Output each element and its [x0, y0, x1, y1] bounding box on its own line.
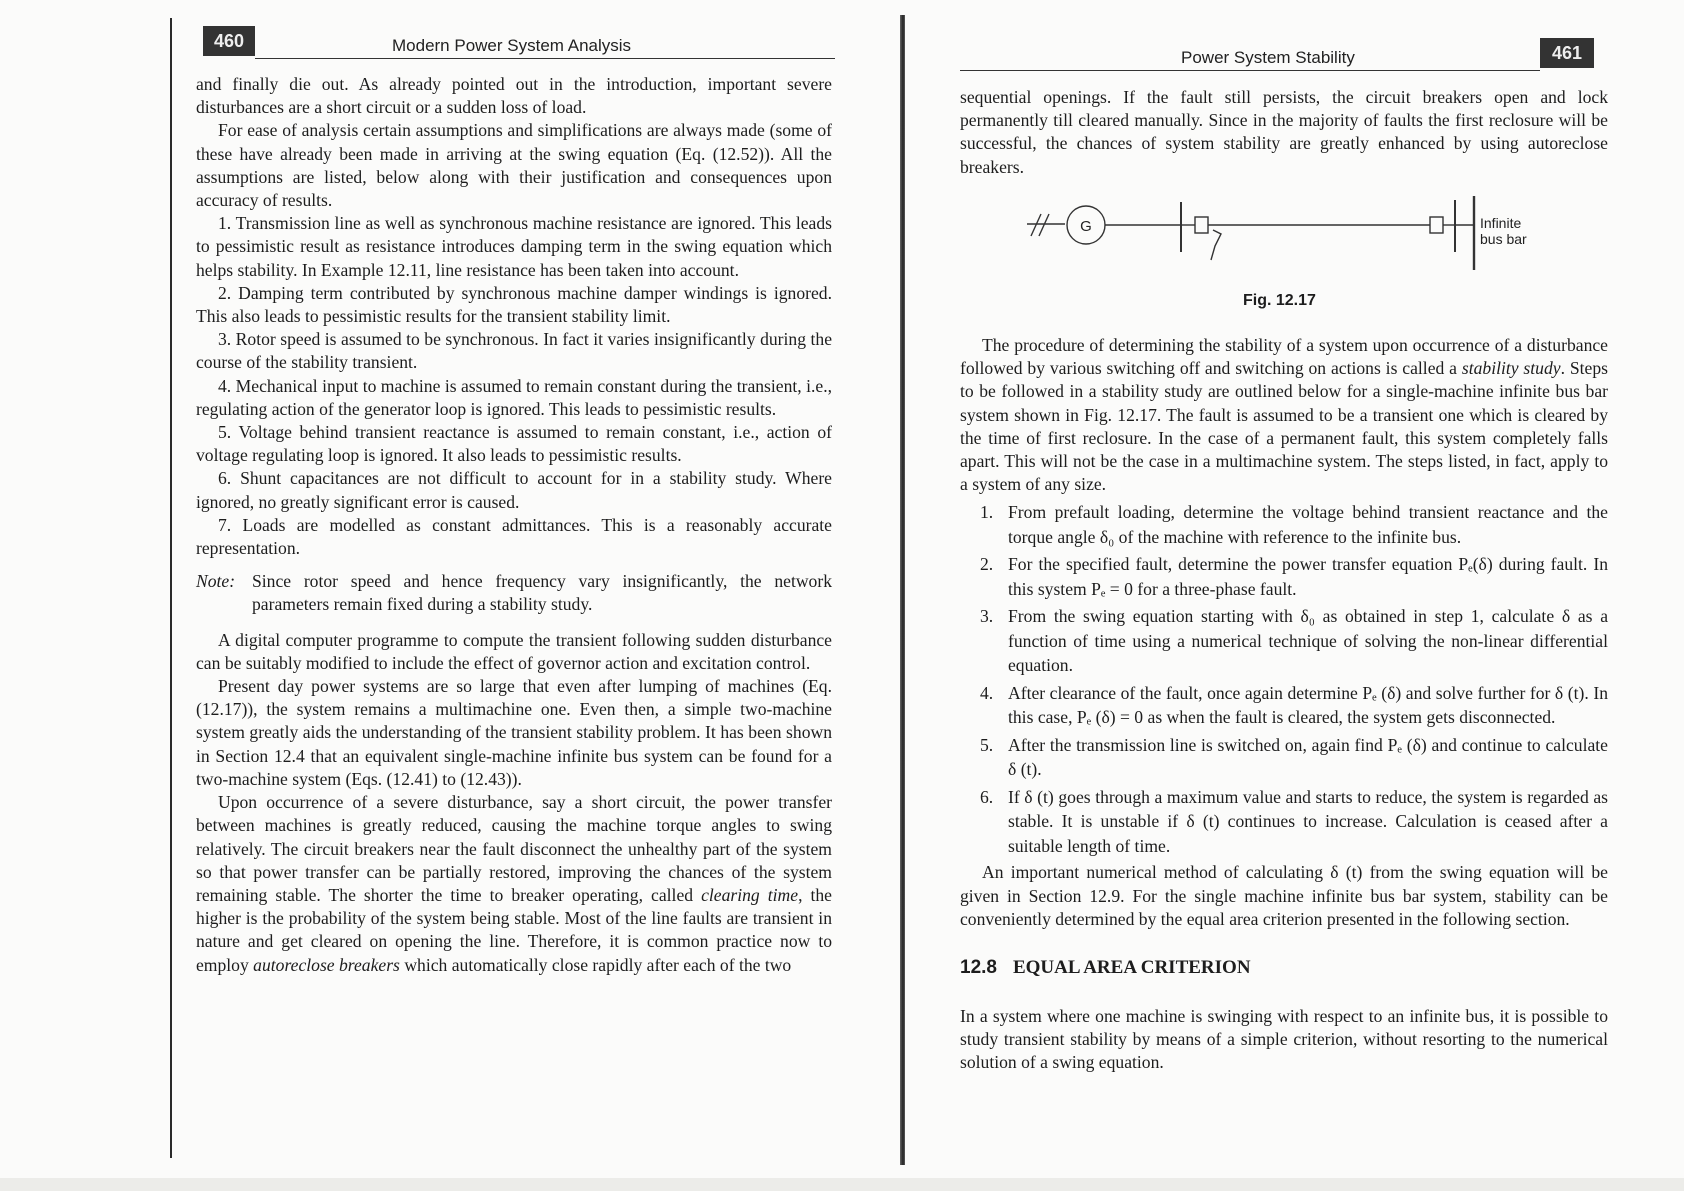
right-para-1: sequential openings. If the fault still persists, the circuit breakers open and lock permanently till cleared manually. Since in the majority of faults the first reclosure will be successful, the chances of system stability are greatly enhanced by using autoreclose breakers. — [960, 87, 1608, 177]
right-page — [905, 0, 1684, 1191]
procedure-paragraph — [960, 334, 1608, 496]
fault-symbol — [1211, 230, 1221, 260]
term-clearing-time: clearing time — [701, 884, 799, 905]
note-block — [196, 570, 832, 616]
assumption-item: 1. Transmission line as well as synchronous machine resistance are ignored. This leads to pessimistic result as resistance introduces damping term in the swing equation which helps stability. In Example 12.11, line resistance has been taken into account. — [196, 213, 832, 280]
left-para-1: and finally die out. As already pointed out in the introduction, important severe disturbances are a short circuit or a sudden loss of load. — [196, 74, 832, 118]
left-header-rule — [255, 58, 835, 59]
left-para-4: Present day power systems are so large that even after lumping of machines (Eq. (12.17)), the system remains a multimachine one. Even then, a simple two-machine system greatly aids the understanding of the transient stability problem. It has been shown in Section 12.4 that an equivalent single-machine infinite bus system can be found for a two-machine system (Eqs. (12.41) to (12.43)). — [196, 676, 832, 789]
procedure-step — [960, 604, 1608, 678]
section-paragraph: In a system where one machine is swinging with respect to an infinite bus, it is possible to study transient stability by means of a simple criterion, without resorting to the numerical solution of a swing equation. — [960, 1006, 1608, 1073]
scan-bottom-edge — [0, 1178, 1684, 1191]
right-text-column-top — [960, 86, 1608, 179]
step-text: For the specified fault, determine the power transfer equation Pₑ(δ) during fault. In this system Pₑ = 0 for a three-phase fault. — [1008, 554, 1608, 599]
left-margin-rule — [170, 18, 172, 1158]
text-span: Upon occurrence of a severe disturbance, say a short circuit, the power transfer between machines is greatly reduced, causing the machine torque angles to swing relatively. The circuit breakers near the fault disconnect the unhealthy part of the system so that power transfer can be partially restored, improving the chances of the system remaining stable. The shorter the time to breaker operating, called — [196, 792, 832, 905]
left-para-5 — [196, 791, 832, 977]
assumption-item: 6. Shunt capacitances are not difficult to account for in a stability study. Where ignored, no greatly significant error is caused. — [196, 468, 832, 512]
procedure-step — [960, 552, 1608, 601]
right-text-column — [960, 334, 1608, 1075]
section-title: EQUAL AREA CRITERION — [1012, 957, 1251, 979]
assumption-item: 3. Rotor speed is assumed to be synchronous. In fact it varies insignificantly during the course of the stability transient. — [196, 329, 832, 373]
procedure-step — [960, 785, 1608, 859]
term-stability-study: stability study — [1461, 358, 1561, 379]
procedure-step — [960, 500, 1608, 549]
step-text: After the transmission line is switched on, again find Pₑ (δ) and continue to calculate δ (t). — [1008, 734, 1608, 780]
step-number: 5. — [980, 734, 994, 755]
note-label: Note: — [196, 571, 236, 592]
assumption-list — [196, 212, 832, 560]
text-span: . Steps to be followed in a stability study are outlined below for a single-machine infinite bus bar system shown in Fig. 12.17. The fault is assumed to be a transient one which is cleared by the time of first reclosure. In the case of a permanent fault, this system completely falls apart. This will not be the case in a multimachine system. The steps listed, in fact, apply to a system of any size. — [960, 358, 1608, 495]
figure-caption: Fig. 12.17 — [1243, 292, 1316, 309]
right-header-rule — [960, 70, 1540, 71]
right-page-number: 461 — [1540, 38, 1594, 68]
procedure-step — [960, 681, 1608, 730]
circuit-breaker-2 — [1430, 217, 1443, 233]
step-text: From the swing equation starting with δ₀ as obtained in step 1, calculate δ as a function of time using a numerical technique of solving the non-linear differential equation. — [1008, 606, 1608, 676]
left-page-number: 460 — [203, 26, 255, 56]
procedure-steps-list — [960, 500, 1608, 858]
text-span: , the higher is the probability of the system being stable. Most of the line faults are transient in nature and get cleared on opening the line. Therefore, it is common practice now to employ — [196, 884, 832, 975]
left-text-column — [196, 73, 832, 977]
step-number: 6. — [980, 786, 994, 807]
step-text: From prefault loading, determine the voltage behind transient reactance and the torque angle δ₀ of the machine with reference to the infinite bus. — [1008, 502, 1608, 547]
infinite-bus-label-2: bus bar — [1480, 231, 1527, 247]
ground-hatch — [1039, 214, 1049, 236]
assumption-item: 5. Voltage behind transient reactance is assumed to remain constant, i.e., action of voltage regulating loop is ignored. It also leads to pessimistic results. — [196, 422, 832, 466]
after-steps-paragraph: An important numerical method of calculating δ (t) from the swing equation will be given in Section 12.9. For the single machine infinite bus bar system, stability can be conveniently determined by the equal area criterion presented in the following section. — [960, 862, 1608, 929]
step-number: 1. — [980, 502, 994, 523]
assumption-item: 4. Mechanical input to machine is assumed to remain constant during the transient, i.e., regulating action of the generator loop is ignored. This leads to pessimistic results. — [196, 375, 832, 419]
left-para-3: A digital computer programme to compute the transient following sudden disturbance can be suitably modified to include the effect of governor action and excitation control. — [196, 629, 832, 673]
step-number: 2. — [980, 554, 994, 575]
assumption-item: 7. Loads are modelled as constant admittances. This is a reasonably accurate representation. — [196, 514, 832, 559]
procedure-step — [960, 733, 1608, 782]
generator-label: G — [1080, 218, 1092, 235]
ground-hatch — [1031, 214, 1041, 236]
step-text: After clearance of the fault, once again determine Pₑ (δ) and solve further for δ (t). In this case, Pₑ (δ) = 0 as when the fault is cleared, the system gets disconnected. — [1008, 682, 1608, 728]
text-span: which automatically close rapidly after each of the two — [399, 954, 792, 975]
left-para-2: For ease of analysis certain assumptions and simplifications are always made (some of these have already been made in arriving at the swing equation (Eq. (12.52)). All the assumptions are listed, below along with their justification and consequences upon accuracy of results. — [196, 120, 832, 211]
step-number: 3. — [980, 606, 994, 627]
right-running-head: Power System Stability — [1181, 48, 1355, 67]
text-span: The procedure of determining the stability of a system upon occurrence of a disturbance followed by various switching off and switching on actions is called a — [960, 335, 1608, 379]
circuit-breaker-1 — [1195, 217, 1208, 233]
assumption-item: 2. Damping term contributed by synchronous machine damper windings is ignored. This also leads to pessimistic results for the transient stability limit. — [196, 282, 832, 327]
section-number: 12.8 — [960, 957, 997, 979]
step-text: If δ (t) goes through a maximum value and starts to reduce, the system is regarded as stable. It is unstable if δ (t) continues to increase. Calculation is ceased after a suitable length of time. — [1008, 786, 1608, 856]
step-number: 4. — [980, 682, 994, 703]
figure-12-17-diagram — [1025, 196, 1545, 296]
left-running-head: Modern Power System Analysis — [392, 36, 632, 55]
infinite-bus-label-1: Infinite — [1480, 215, 1522, 231]
section-heading — [960, 957, 1608, 979]
note-text: Since rotor speed and hence frequency vary insignificantly, the network parameters remain fixed during a stability study. — [252, 571, 832, 615]
term-autoreclose-breakers: autoreclose breakers — [253, 954, 400, 975]
